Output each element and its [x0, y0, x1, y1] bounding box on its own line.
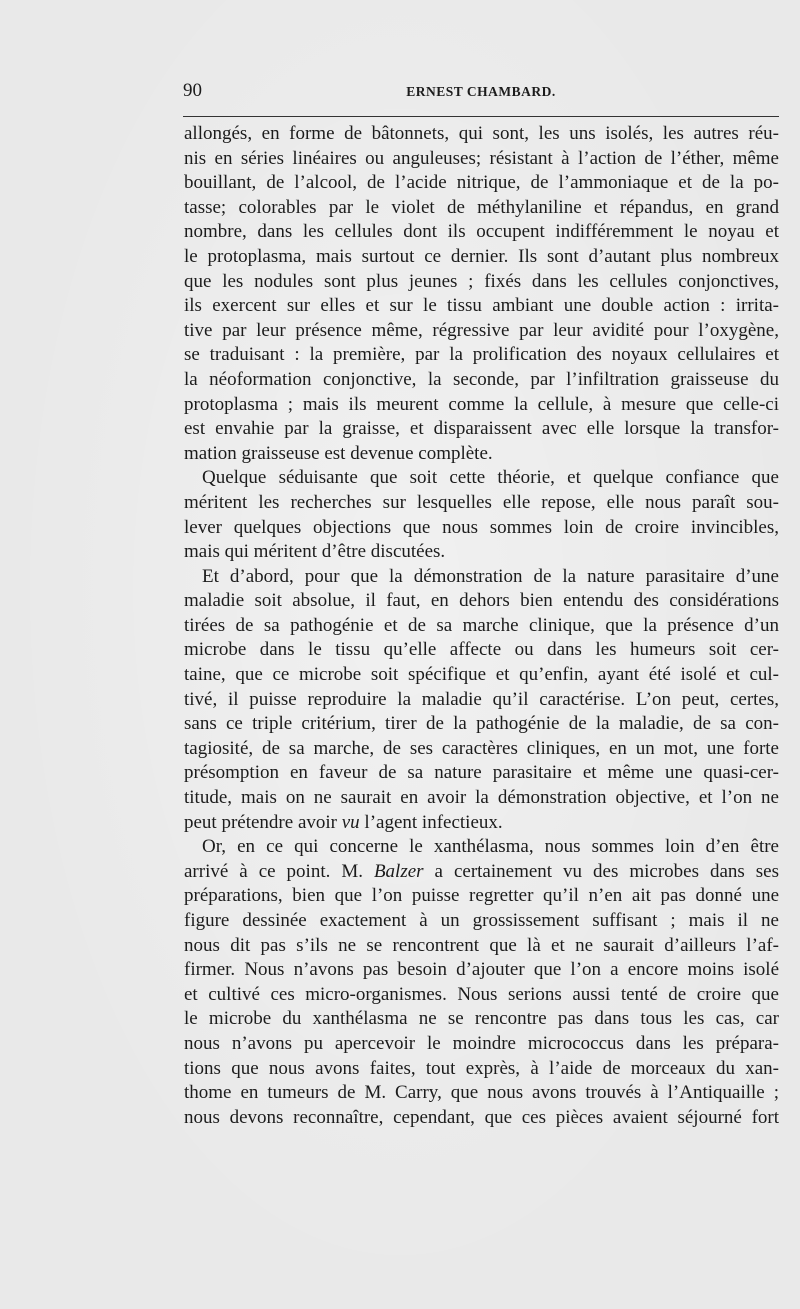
text-line: figure dessinée exactement à un grossissement suffisant ; mais il ne — [184, 910, 779, 931]
text-line: se traduisant : la première, par la prolification des noyaux cellulaires et — [184, 344, 779, 366]
text-line: nis en séries linéaires ou anguleuses; résistant à l’action de l’éther, même — [184, 147, 779, 169]
text-line: tagiosité, de sa marche, de ses caractères cliniques, en un mot, une forte — [184, 737, 779, 759]
text-line: mais qui méritent d’être discutées. — [184, 541, 446, 563]
text-line: nous dit pas s’ils ne se rencontrent que là et ne saurait d’ailleurs l’af- — [184, 934, 779, 956]
text-line: nous devons reconnaître, cependant, que ces pièces avaient séjourné fort — [184, 1106, 779, 1128]
text-line: que les nodules sont plus jeunes ; fixés dans les cellules conjonctives, — [184, 270, 779, 292]
header-rule — [183, 116, 779, 117]
text-line: tive par leur présence même, régressive par leur avidité pour l’oxygène, — [184, 319, 779, 341]
text-line: est envahie par la graisse, et disparaissent avec elle lorsque la transfor- — [184, 418, 779, 440]
text-segment: arrivé à ce point. M. — [184, 860, 374, 882]
text-line: titude, mais on ne saurait en avoir la démonstration objective, et l’on ne — [184, 787, 779, 809]
running-head — [183, 80, 779, 110]
text-segment: peut prétendre avoir — [184, 811, 342, 833]
text-line: bouillant, de l’alcool, de l’acide nitrique, de l’ammoniaque et de la po- — [184, 172, 779, 194]
text-line: ils exercent sur elles et sur le tissu ambiant une double action : irrita- — [184, 295, 779, 317]
paragraph-start-line: Quelque séduisante que soit cette théorie, et quelque confiance que — [202, 467, 779, 489]
running-head-author: ERNEST CHAMBARD. — [406, 84, 556, 99]
body-text — [184, 122, 779, 1130]
text-line: préparations, bien que l’on puisse regretter qu’il n’en ait pas donné une — [184, 885, 779, 907]
italic-term: vu — [341, 811, 360, 833]
italic-author-name: Balzer — [373, 860, 424, 882]
text-line: protoplasma ; mais ils meurent comme la cellule, à mesure que celle-ci — [184, 393, 779, 415]
text-line: nombre, dans les cellules dont ils occupent indifféremment le noyau et — [184, 221, 779, 243]
text-line: tivé, il puisse reproduire la maladie qu’il caractérise. L’on peut, certes, — [184, 688, 779, 710]
text-line: méritent les recherches sur lesquelles elle repose, elle nous paraît sou- — [184, 491, 779, 513]
text-segment: l’agent infectieux. — [359, 811, 503, 833]
text-line: thome en tumeurs de M. Carry, que nous avons trouvés à l’Antiquaille ; — [184, 1082, 779, 1104]
page-number: 90 — [183, 80, 202, 101]
text-line: tasse; colorables par le violet de méthylaniline et répandus, en grand — [184, 196, 779, 218]
text-line: le microbe du xanthélasma ne se rencontre pas dans tous les cas, car — [184, 1008, 779, 1030]
text-segment: a certainement vu des microbes dans ses — [423, 860, 779, 882]
text-line: lever quelques objections que nous sommes loin de croire invincibles, — [184, 516, 779, 538]
text-line: la néoformation conjonctive, la seconde, par l’infiltration graisseuse du — [184, 368, 779, 390]
text-line: microbe dans le tissu qu’elle affecte ou dans les humeurs soit cer- — [184, 639, 779, 661]
text-line: mation graisseuse est devenue complète. — [184, 442, 493, 464]
text-line: présomption en faveur de sa nature parasitaire et même une quasi-cer- — [184, 762, 779, 784]
text-line: tirées de sa pathogénie et de sa marche clinique, que la présence d’un — [184, 614, 779, 636]
text-line: sans ce triple critérium, tirer de la pathogénie de la maladie, de sa con- — [184, 713, 779, 735]
text-line: tions que nous avons faites, tout exprès, à l’aide de morceaux du xan- — [184, 1057, 779, 1079]
text-line: firmer. Nous n’avons pas besoin d’ajouter que l’on a encore moins isolé — [184, 959, 779, 981]
paragraph-start-line: Or, en ce qui concerne le xanthélasma, nous sommes loin d’en être — [202, 836, 779, 858]
text-line: taine, que ce microbe soit spécifique et qu’enfin, ayant été isolé et cul- — [184, 664, 779, 686]
text-line: maladie soit absolue, il faut, en dehors bien entendu des considérations — [184, 590, 779, 612]
text-line — [184, 811, 779, 836]
text-line — [184, 860, 779, 885]
text-line: et cultivé ces micro-organismes. Nous serions aussi tenté de croire que — [184, 983, 779, 1005]
text-line: nous n’avons pu apercevoir le moindre micrococcus dans les prépara- — [184, 1032, 779, 1054]
text-line: allongés, en forme de bâtonnets, qui sont, les uns isolés, les autres réu- — [184, 123, 779, 144]
paragraph-start-line: Et d’abord, pour que la démonstration de la nature parasitaire d’une — [202, 565, 779, 587]
text-line: le protoplasma, mais surtout ce dernier. Ils sont d’autant plus nombreux — [184, 245, 779, 267]
